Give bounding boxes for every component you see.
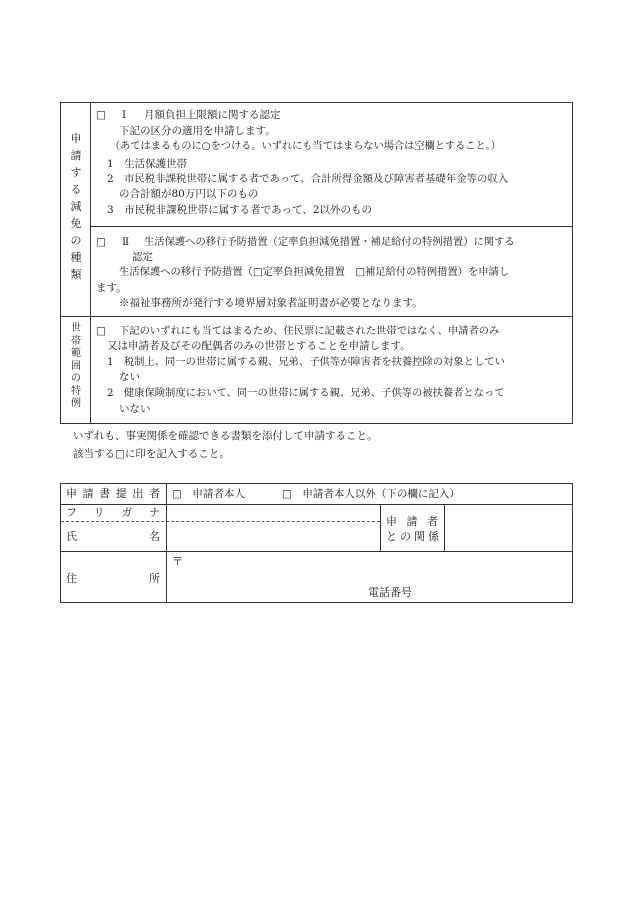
address-label: 住 所 (66, 572, 160, 585)
item2-note: ※福祉事務所が発行する境界層対象者証明書が必要となります。 (119, 297, 423, 309)
phone-label: 電話番号 (368, 586, 412, 599)
name-field[interactable] (168, 523, 379, 551)
submitter-option-self[interactable]: □ 申請者本人 (172, 488, 245, 500)
furigana-label: フ リ ガ ナ (66, 506, 160, 519)
item1-option1: 1 生活保護世帯 (107, 158, 188, 170)
item2-title: 生活保護への移行予防措置（定率負担減免措置・補足給付の特例措置）に関する (144, 236, 515, 248)
item2-checkbox[interactable]: □ (96, 236, 106, 248)
submitter-option-other[interactable]: □ 申請者本人以外（下の欄に記入） (282, 488, 460, 500)
note-mark-checkbox: 該当する□に印を記入すること。 (73, 448, 230, 460)
item2-line2: ます。 (96, 282, 127, 294)
submitter-label: 申 請 書 提 出 者 (66, 487, 160, 500)
note-attach-documents: いずれも、事実関係を確認できる書類を添付して申請すること。 (73, 430, 378, 442)
household-option1-line1: 1 税制上、同一の世帯に属する親、兄弟、子供等が障害者を扶養控除の対象としてい (107, 356, 505, 368)
item1-option2-line2: の合計額が80万円以下のもの (119, 188, 259, 200)
name-label: 氏 名 (66, 530, 160, 543)
item1-numeral: Ⅰ (122, 109, 127, 121)
item1-line1: 下記の区分の適用を申請します。 (119, 125, 276, 137)
household-checkbox[interactable]: □ (96, 325, 106, 337)
relation-label-line1: 申 請 者 (386, 515, 438, 528)
item1-line2: （あてはまるものに○をつける。いずれにも当てはまらない場合は空欄とすること。） (110, 141, 501, 152)
postal-mark: 〒 (172, 555, 183, 568)
household-line1: 下記のいずれにも当てはまるため、住民票に記載された世帯ではなく、申請者のみ (119, 325, 500, 337)
item1-option2-line1: 2 市民税非課税世帯に属する者であって、合計所得金額及び障害者基礎年金等の収入 (107, 173, 509, 185)
item1-title: 月額負担上限額に関する認定 (144, 109, 281, 121)
furigana-field[interactable] (168, 505, 379, 520)
relation-field[interactable] (446, 505, 571, 551)
reduction-type-label: 申 請 す る 減 免 の 種 類 (70, 132, 82, 281)
household-exception-label: 世 帯 範 囲 の 特 例 (71, 323, 81, 409)
household-line2: 又は申請者及びその配偶者のみの世帯とすることを申請します。 (107, 340, 411, 352)
item2-numeral: Ⅱ (122, 236, 130, 248)
item1-checkbox[interactable]: □ (96, 109, 106, 121)
household-option2-line2: いない (119, 403, 151, 415)
household-option1-line2: ない (119, 371, 140, 383)
item2-line1: 生活保護への移行予防措置（□定率負担減免措置 □補足給付の特例措置）を申請し (119, 266, 510, 278)
relation-label-line2: との関係 (386, 530, 442, 543)
item1-option3: 3 市民税非課税世帯に属する者であって、2以外のもの (107, 204, 373, 216)
furigana-divider (61, 521, 380, 522)
item2-title-line2: 認定 (132, 251, 153, 263)
household-option2-line1: 2 健康保険制度において、同一の世帯に属する親、兄弟、子供等の被扶養者となって (107, 387, 505, 399)
